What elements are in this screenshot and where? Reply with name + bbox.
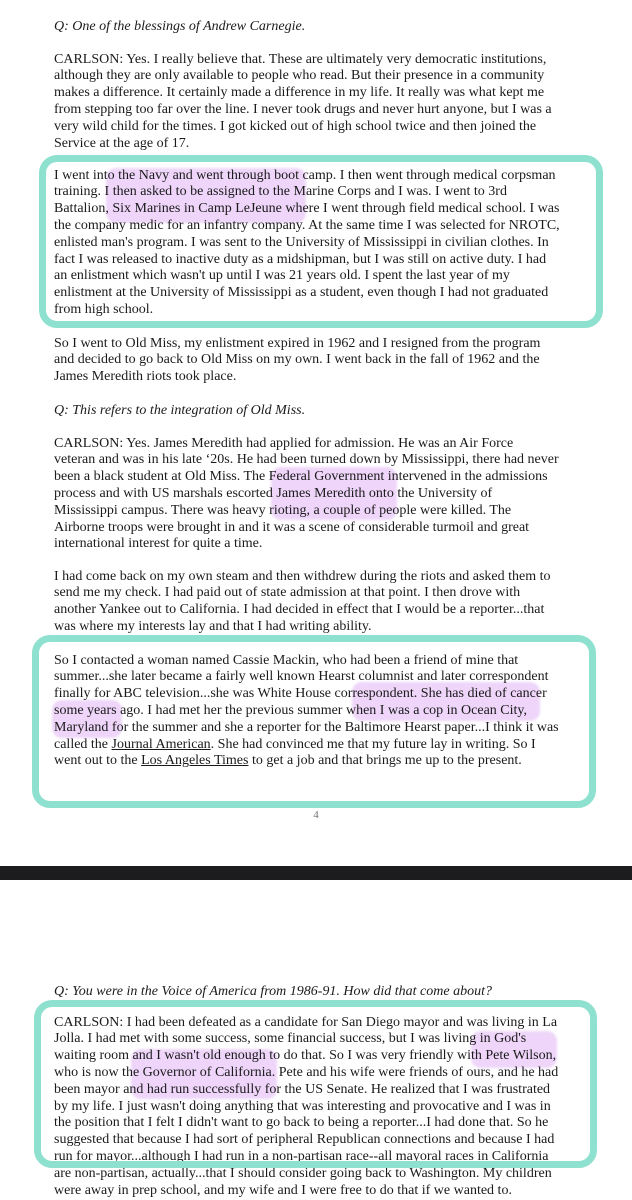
text-line: Battalion, Six Marines in Camp LeJeune where I went through field medical school. I was: [54, 201, 560, 217]
publication-title: Los Angeles Times: [141, 753, 249, 769]
text-segment: . She had convinced me that my future lay in writing. So I: [210, 736, 536, 752]
interviewer-question: [54, 403, 305, 420]
text-line: Q: You were in the Voice of America from 1986-91. How did that come about?: [54, 983, 492, 999]
text-line: process and with US marshals escorted James Meredith onto the University of: [54, 485, 493, 501]
text-line: I had come back on my own steam and then withdrew during the riots and asked them to: [54, 568, 551, 584]
text-line: enlisted man's program. I was sent to the University of Mississippi in civilian clothes. In: [54, 234, 549, 250]
text-line: James Meredith riots took place.: [54, 369, 237, 385]
text-line: the company medic for an infantry company. At the same time I was selected for NROTC,: [54, 217, 560, 233]
interviewer-question: [54, 19, 305, 36]
page-number: 4: [313, 809, 319, 821]
text-line: enlistment at the University of Mississippi as a student, even though I had not graduated: [54, 285, 549, 301]
text-line: some years ago. I had met her the previous summer when I was a cop in Ocean City,: [54, 702, 528, 718]
text-segment: called the: [54, 736, 112, 752]
text-line: although they are only available to people who read. But their presence in a community: [54, 68, 545, 84]
text-segment: went out to the: [54, 753, 142, 769]
text-segment: to get a job and that brings me up to the present.: [248, 753, 522, 769]
text-line: makes a difference. It certainly made a difference in my life. It really was what kept me: [54, 85, 545, 101]
text-line: So I went to Old Miss, my enlistment expired in 1962 and I resigned from the program: [54, 335, 541, 351]
text-line: who is now the Governor of California. Pete and his wife were friends of ours, and he had: [54, 1064, 559, 1080]
text-line: from high school.: [54, 301, 154, 317]
text-line: Q: One of the blessings of Andrew Carnegie.: [54, 18, 306, 34]
text-line: Airborne troops were brought in and it was a scene of considerable turmoil and great: [54, 519, 530, 535]
text-line: I went into the Navy and went through boot camp. I then went through medical corpsman: [54, 167, 556, 183]
text-line: and decided to go back to Old Miss on my own. I went back in the fall of 1962 and the: [54, 352, 540, 368]
interview-paragraph: [54, 336, 540, 386]
text-line: were away in prep school, and my wife and I were free to do that if we wanted to.: [54, 1182, 512, 1198]
text-line: training. I then asked to be assigned to the Marine Corps and I was. I went to 3rd: [54, 184, 507, 200]
text-line: by my life. I just wasn't doing anything that was interesting and provocative and I was in: [54, 1098, 551, 1114]
text-line: another Yankee out to California. I had decided in effect that I would be a reporter...that: [54, 602, 545, 618]
text-line: international interest for quite a time.: [54, 536, 263, 552]
text-line: fact I was released to inactive duty as a midshipman, but I was still on active duty. I had: [54, 251, 547, 267]
interview-paragraph: [54, 569, 551, 636]
text-line: Q: This refers to the integration of Old Miss.: [54, 402, 306, 418]
text-line: CARLSON: Yes. I really believe that. These are ultimately very democratic institutions,: [54, 51, 547, 67]
text-line: Jolla. I had met with some success, some financial success, but I was living in God's: [54, 1031, 527, 1047]
text-line: waiting room and I wasn't old enough to do that. So I was very friendly with Pete Wilson,: [54, 1048, 557, 1064]
text-line: the position that I felt I didn't want to go back to being a reporter...I had done that. So he: [54, 1115, 549, 1131]
interview-paragraph: [54, 436, 559, 554]
text-line: from stepping too far over the line. I never took drugs and never hurt anyone, but I was a: [54, 101, 552, 117]
interview-paragraph: [54, 52, 552, 153]
text-line: Mississippi campus. There was heavy rioting, a couple of people were killed. The: [54, 502, 512, 518]
text-line: was where my interests lay and that I had writing ability.: [54, 618, 372, 634]
text-line: [54, 753, 559, 770]
interviewer-question: [54, 984, 492, 1001]
text-line: run for mayor...although I had run in a non-partisan race--all mayoral races in California: [54, 1148, 549, 1164]
text-line: very wild child for the times. I got kicked out of high school twice and then joined the: [54, 118, 537, 134]
text-line: CARLSON: Yes. James Meredith had applied for admission. He was an Air Force: [54, 435, 514, 451]
publication-title: Journal American: [111, 736, 211, 752]
text-line: an enlistment which wasn't up until I was 21 years old. I spent the last year of my: [54, 268, 510, 284]
interview-paragraph: [54, 653, 559, 771]
text-line: CARLSON: I had been defeated as a candidate for San Diego mayor and was living in La: [54, 1014, 558, 1030]
text-line: Maryland for the summer and she a reporter for the Baltimore Hearst paper...I think it was: [54, 719, 559, 735]
text-line: summer...she later became a fairly well known Hearst columnist and later correspondent: [54, 669, 549, 685]
text-line: Service at the age of 17.: [54, 135, 190, 151]
text-line: [54, 737, 559, 754]
text-line: send me my check. I had paid out of state admission at that point. I then drove with: [54, 585, 521, 601]
text-line: suggested that because I had sort of peripheral Republican connections and because I had: [54, 1132, 555, 1148]
text-line: finally for ABC television...she was White House correspondent. She has died of cancer: [54, 686, 547, 702]
text-line: veteran and was in his late ‘20s. He had been turned down by Mississippi, there had never: [54, 452, 559, 468]
text-line: been a black student at Old Miss. The Federal Government intervened in the admissions: [54, 469, 548, 485]
interview-paragraph: [54, 1015, 558, 1200]
text-line: been mayor and had run successfully for the US Senate. He realized that I was frustrated: [54, 1081, 551, 1097]
page-divider: [0, 866, 632, 880]
interview-paragraph: [54, 168, 560, 319]
text-line: So I contacted a woman named Cassie Mackin, who had been a friend of mine that: [54, 652, 519, 668]
text-line: are non-partisan, actually...that I should consider going back to Washington. My children: [54, 1165, 552, 1181]
